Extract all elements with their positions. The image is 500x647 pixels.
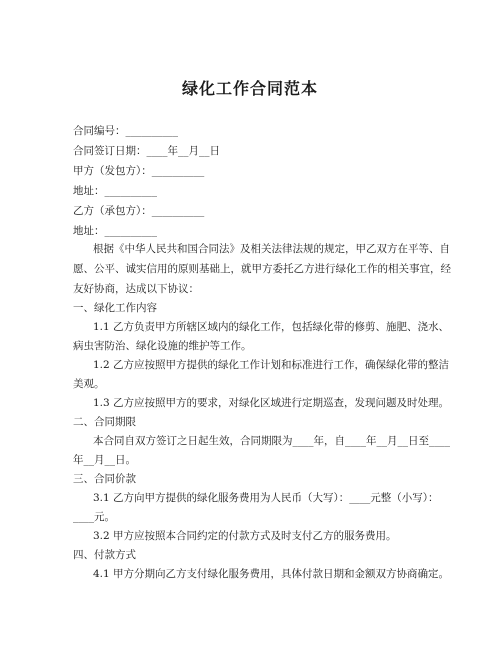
party-b-field: 乙方（承包方）：__________ bbox=[73, 205, 205, 217]
section-1-heading: 一、绿化工作内容 bbox=[73, 302, 157, 314]
clause-4-1: 4.1 甲方分期向乙方支付绿化服务费用，具体付款日期和金额双方协商确定。 bbox=[93, 568, 450, 580]
clause-1-2-line-2: 美观。 bbox=[73, 378, 105, 390]
term-line-2: 年__月__日。 bbox=[73, 454, 136, 466]
section-2-heading: 二、合同期限 bbox=[73, 416, 136, 428]
signing-date-field: 合同签订日期：____年__月__日 bbox=[73, 145, 220, 157]
term-line-1: 本合同自双方签订之日起生效，合同期限为____年，自____年__月__日至____ bbox=[93, 435, 450, 447]
clause-3-2: 3.2 甲方应按照本合同约定的付款方式及时支付乙方的服务费用。 bbox=[93, 530, 397, 542]
clause-1-1-line-1: 1.1 乙方负责甲方所辖区域内的绿化工作，包括绿化带的修剪、施肥、浇水、 bbox=[93, 321, 450, 333]
contract-number-field: 合同编号：__________ bbox=[73, 125, 178, 137]
clause-1-3: 1.3 乙方应按照甲方的要求，对绿化区域进行定期巡查，发现问题及时处理。 bbox=[93, 397, 450, 409]
section-3-heading: 三、合同价款 bbox=[73, 473, 136, 485]
intro-paragraph-line-2: 愿、公平、诚实信用的原则基础上，就甲方委托乙方进行绿化工作的相关事宜，经 bbox=[73, 263, 451, 275]
clause-1-1-line-2: 病虫害防治、绿化设施的维护等工作。 bbox=[73, 340, 252, 352]
party-a-address-field: 地址：__________ bbox=[73, 185, 157, 197]
clause-3-1-line-1: 3.1 乙方向甲方提供的绿化服务费用为人民币（大写）：____元整（小写）： bbox=[93, 492, 439, 504]
clause-3-1-line-2: ____元。 bbox=[73, 511, 115, 523]
intro-paragraph-line-1: 根据《中华人民共和国合同法》及相关法律法规的规定，甲乙双方在平等、自 bbox=[93, 243, 450, 255]
document-title: 绿化工作合同范本 bbox=[181, 79, 318, 98]
intro-paragraph-line-3: 友好协商，达成以下协议： bbox=[73, 283, 199, 295]
clause-1-2-line-1: 1.2 乙方应按照甲方提供的绿化工作计划和标准进行工作，确保绿化带的整洁 bbox=[93, 359, 450, 371]
party-b-address-field: 地址：__________ bbox=[73, 225, 157, 237]
party-a-field: 甲方（发包方）：__________ bbox=[73, 165, 205, 177]
section-4-heading: 四、付款方式 bbox=[73, 549, 136, 561]
